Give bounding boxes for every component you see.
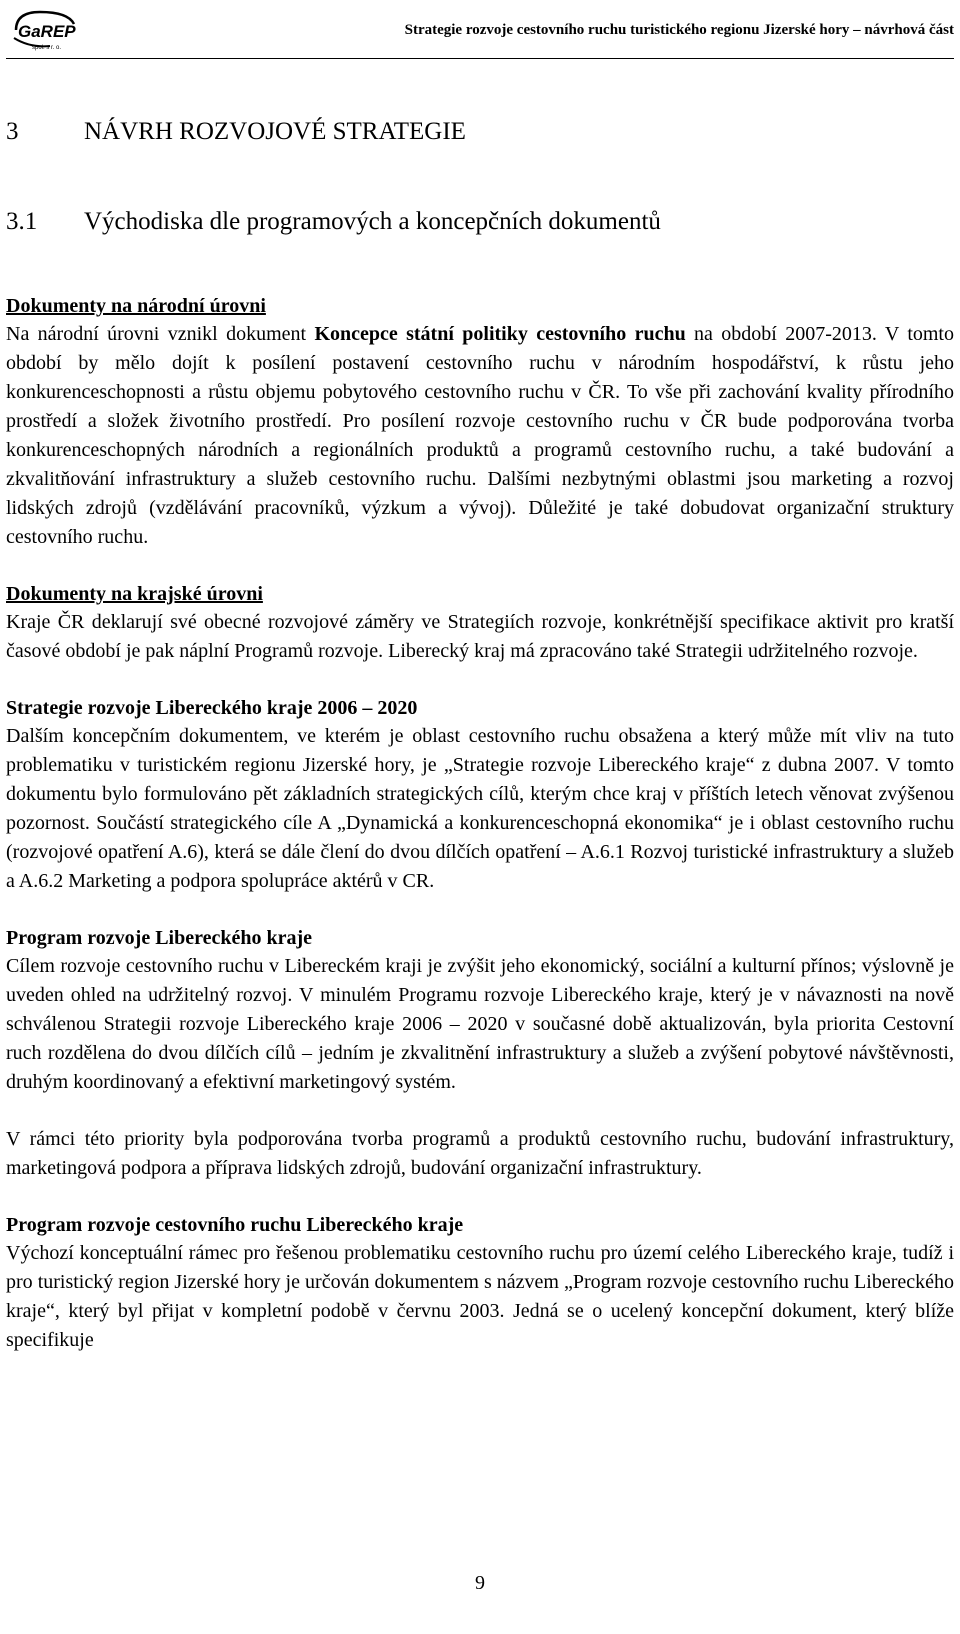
regional-heading: Dokumenty na krajské úrovni: [6, 583, 263, 605]
chapter-heading: [6, 117, 954, 147]
section-title: Východiska dle programových a koncepčních dokumentů: [84, 208, 661, 235]
page-number: 9: [475, 1572, 485, 1594]
logo-text: GaREP: [18, 22, 76, 41]
national-text-a: Na národní úrovni vznikl dokument: [6, 323, 315, 345]
regional-documents: [6, 580, 954, 666]
section-number: 3.1: [6, 208, 38, 235]
strategy-paragraph: Dalším koncepčním dokumentem, ve kterém je oblast cestovního ruchu obsažena a který může mít vliv na tuto problematiku v turistickém regionu Jizerské hory, je „Strategie rozvoje Libereckého kraje“ z dubna 2007. V tomto dokumentu bylo formulováno pět základních strategických cílů, kterým chce kraj v příštích letech věnovat zvýšenou pozornost. Součástí strategického cíle A „Dynamická a konkurenceschopná ekonomika“ je i oblast cestovního ruchu (rozvojové opatření A.6), která se dále člení do dvou dílčích opatření – A.6.1 Rozvoj turistické infrastruktury a služeb a A.6.2 Marketing a podpora spolupráce aktérů v CR.: [6, 725, 954, 892]
national-paragraph: [6, 320, 954, 552]
program-heading: Program rozvoje Libereckého kraje: [6, 927, 313, 949]
section-heading: [6, 207, 954, 237]
tourism-program-paragraph: Výchozí konceptuální rámec pro řešenou problematiku cestovního ruchu pro území celého Libereckého kraje, tudíž i pro turistický region Jizerské hory je určován dokumentem s názvem „Program rozvoje cestovního ruchu Libereckého kraje“, který byl přijat v kompletní podobě v červnu 2003. Jedná se o ucelený koncepční dokument, který blíže specifikuje: [6, 1242, 954, 1351]
tourism-program-heading: Program rozvoje cestovního ruchu Libereckého kraje: [6, 1214, 464, 1236]
garep-logo: [10, 8, 80, 52]
strategy-heading: Strategie rozvoje Libereckého kraje 2006 – 2020: [6, 697, 418, 719]
national-text-bold: Koncepce státní politiky cestovního ruchu: [314, 323, 686, 345]
national-heading: Dokumenty na národní úrovni: [6, 295, 266, 317]
program-paragraph-1: Cílem rozvoje cestovního ruchu v Libereckém kraji je zvýšit jeho ekonomický, sociální a kulturní přínos; výslovně je uveden ohled na udržitelný rozvoj. V minulém Programu rozvoje Libereckého kraje, který je v návaznosti na nově schválenou Strategii rozvoje Libereckého kraje 2006 – 2020 v současné době aktualizován, byla priorita Cestovní ruch rozdělena do dvou dílčích cílů – jedním je zkvalitnění infrastruktury a služeb a zvýšení pobytové návštěvnosti, druhým koordinovaný a efektivní marketingový systém.: [6, 955, 954, 1093]
chapter-number: 3: [6, 118, 19, 145]
page-content: [6, 60, 954, 1355]
national-text-b: na období 2007-2013. V tomto období by mělo dojít k posílení postavení cestovního ruchu v národním hospodářství, k růstu jeho konkurenceschopnosti a růstu objemu pobytového cestovního ruchu v ČR. To vše při zachování kvality přírodního prostředí a složek životního prostředí. Pro posílení rozvoje cestovního ruchu v ČR bude podporována tvorba konkurenceschopných národních a regionálních produktů a programů cestovního ruchu, a také budování a zkvalitňování infrastruktury a služeb cestovního ruchu. Dalšími nezbytnými oblastmi jsou marketing a rozvoj lidských zdrojů (vzdělávání pracovníků, výzkum a vývoj). Důležité je také dobudovat organizační struktury cestovního ruchu.: [6, 323, 954, 548]
page-header: [6, 6, 954, 59]
strategy-section: [6, 694, 954, 896]
regional-paragraph: Kraje ČR deklarují své obecné rozvojové záměry ve Strategiích rozvoje, konkrétnější specifikace aktivit pro kratší časové období je pak náplní Programů rozvoje. Liberecký kraj má zpracováno také Strategii udržitelného rozvoje.: [6, 611, 954, 662]
chapter-title: NÁVRH ROZVOJOVÉ STRATEGIE: [84, 118, 466, 145]
program-paragraph-2: V rámci této priority byla podporována tvorba programů a produktů cestovního ruchu, budování infrastruktury, marketingová podpora a příprava lidských zdrojů, budování organizační infrastruktury.: [6, 1128, 954, 1179]
tourism-program-section: [6, 1211, 954, 1355]
header-title: Strategie rozvoje cestovního ruchu turistického regionu Jizerské hory – návrhová část: [404, 22, 954, 38]
logo-subtext: spol. s r. o.: [32, 45, 62, 51]
national-documents: [6, 292, 954, 552]
program-section: [6, 924, 954, 1183]
